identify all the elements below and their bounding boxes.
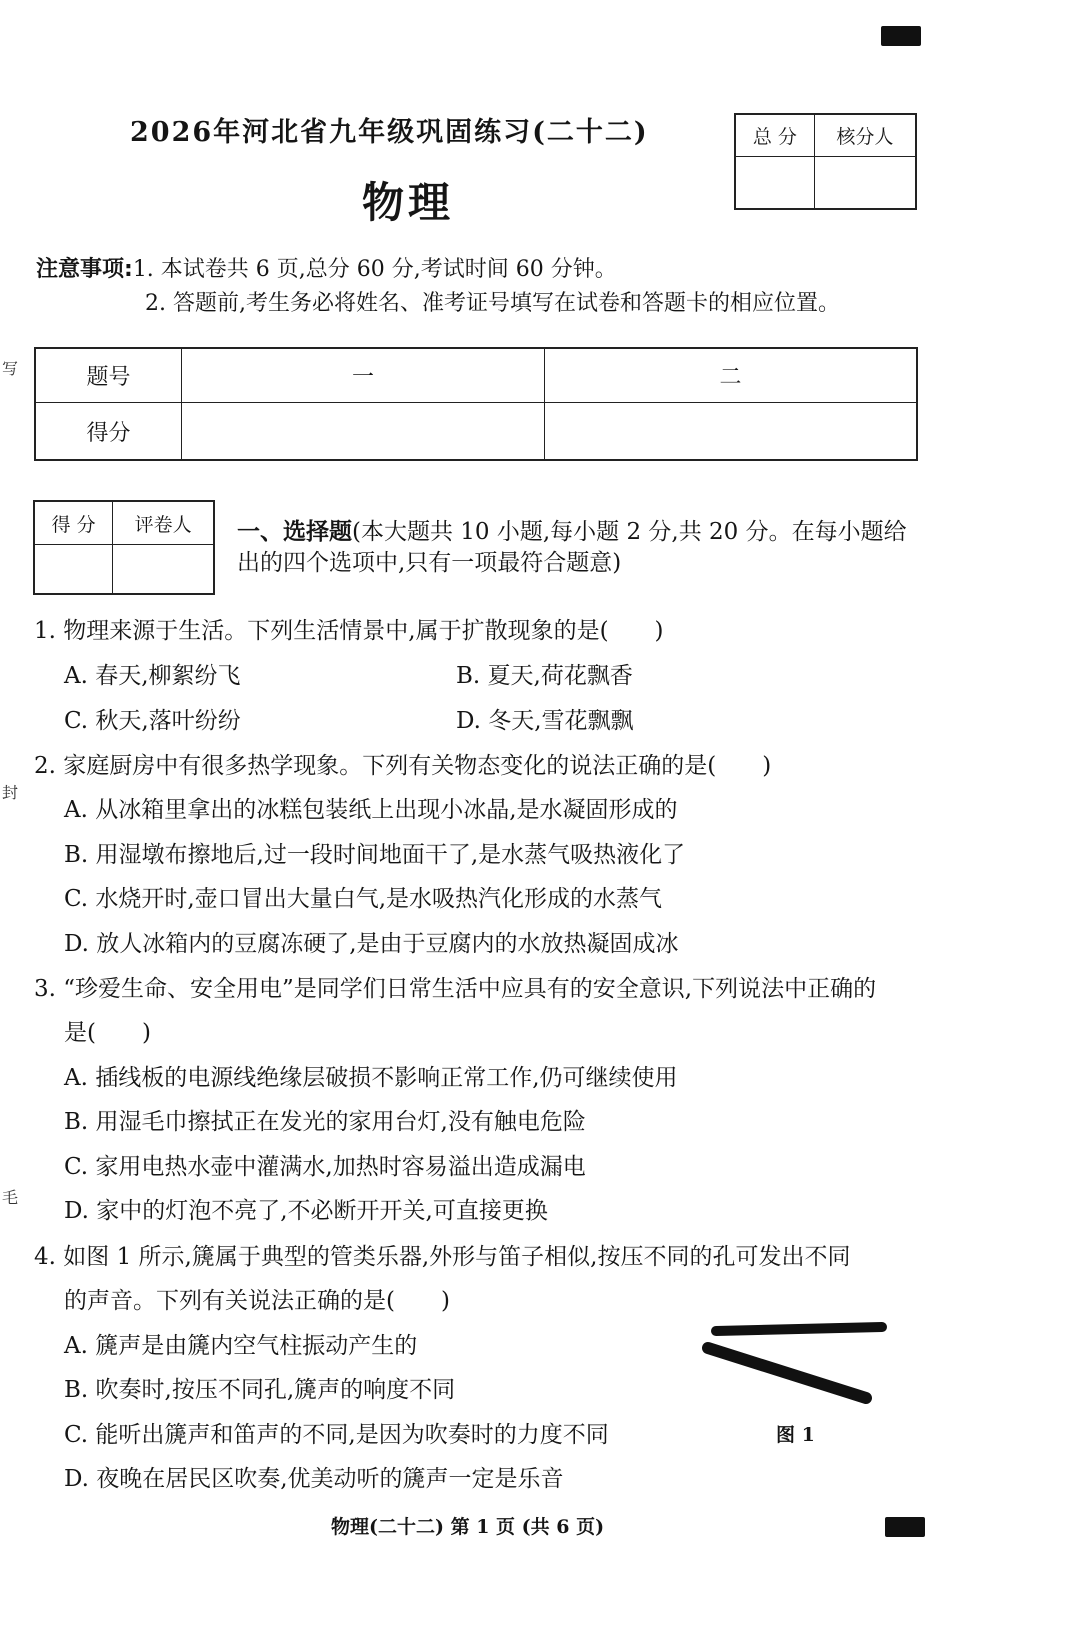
q3-option-a[interactable]: A. 插线板的电源线绝缘层破损不影响正常工作,仍可继续使用 [64, 1065, 678, 1091]
q3-stem-2: 是( ) [64, 1020, 151, 1046]
section-one-desc-1: (本大题共 10 小题,每小题 2 分,共 20 分。在每小题给 [352, 519, 907, 545]
note-item-1: 1. 本试卷共 6 页,总分 60 分,考试时间 60 分钟。 [132, 257, 617, 282]
section-one-desc-2: 出的四个选项中,只有一项最符合题意) [237, 550, 622, 576]
notes-label: 注意事项: [36, 257, 133, 282]
q2-option-d[interactable]: D. 放人冰箱内的豆腐冻硬了,是由于豆腐内的水放热凝固成冰 [64, 931, 679, 957]
q4-option-b[interactable]: B. 吹奏时,按压不同孔,篪声的响度不同 [64, 1377, 456, 1403]
section-two-label: 二 [545, 349, 917, 403]
grader-name-cell[interactable] [113, 545, 214, 594]
q1-option-b[interactable]: B. 夏天,荷花飘香 [456, 663, 633, 689]
registration-mark-top [881, 26, 921, 46]
question-score-table [34, 347, 918, 461]
q3-option-d[interactable]: D. 家中的灯泡不亮了,不必断开开关,可直接更换 [64, 1198, 548, 1224]
total-score-box [734, 113, 917, 210]
checker-cell[interactable] [814, 157, 915, 209]
figure-1-chi-flute [700, 1318, 890, 1410]
section-one-title: 一、选择题 [237, 519, 352, 545]
q3-option-b[interactable]: B. 用湿毛巾擦拭正在发光的家用台灯,没有触电危险 [64, 1109, 586, 1135]
figure-1-label: 图 1 [776, 1424, 815, 1446]
score-row-label: 得分 [36, 403, 182, 460]
q2-option-c[interactable]: C. 水烧开时,壶口冒出大量白气,是水吸热汽化形成的水蒸气 [64, 886, 663, 912]
exam-title: 2026年河北省九年级巩固练习(二十二) [130, 117, 649, 148]
q2-stem: 2. 家庭厨房中有很多热学现象。下列有关物态变化的说法正确的是( ) [34, 753, 772, 779]
grader-score-cell[interactable] [35, 545, 113, 594]
q1-option-a[interactable]: A. 春天,柳絮纷飞 [64, 663, 241, 689]
section-grader-box [33, 500, 215, 595]
grader-score-header: 得 分 [35, 502, 113, 545]
section-one-score-cell[interactable] [182, 403, 545, 460]
margin-mark-1: 写 [2, 359, 19, 378]
grader-name-header: 评卷人 [113, 502, 214, 545]
checker-header: 核分人 [814, 115, 915, 157]
flute-bar-1 [716, 1327, 882, 1331]
total-score-header: 总 分 [736, 115, 815, 157]
margin-mark-3: 毛 [2, 1188, 19, 1207]
notes [36, 252, 617, 283]
q3-option-c[interactable]: C. 家用电热水壶中灌满水,加热时容易溢出造成漏电 [64, 1154, 586, 1180]
note-item-2: 2. 答题前,考生务必将姓名、准考证号填写在试卷和答题卡的相应位置。 [145, 291, 840, 316]
q3-stem-1: 3. “珍爱生命、安全用电”是同学们日常生活中应具有的安全意识,下列说法中正确的 [34, 976, 877, 1002]
question-number-label: 题号 [36, 349, 182, 403]
q1-option-c[interactable]: C. 秋天,落叶纷纷 [64, 708, 241, 734]
q2-option-a[interactable]: A. 从冰箱里拿出的冰糕包装纸上出现小冰晶,是水凝固形成的 [64, 797, 678, 823]
q1-stem: 1. 物理来源于生活。下列生活情景中,属于扩散现象的是( ) [34, 618, 664, 644]
q4-option-d[interactable]: D. 夜晚在居民区吹奏,优美动听的篪声一定是乐音 [64, 1466, 564, 1492]
q1-option-d[interactable]: D. 冬天,雪花飘飘 [456, 708, 634, 734]
section-two-score-cell[interactable] [545, 403, 917, 460]
q4-option-a[interactable]: A. 篪声是由篪内空气柱振动产生的 [64, 1333, 418, 1359]
q2-option-b[interactable]: B. 用湿墩布擦地后,过一段时间地面干了,是水蒸气吸热液化了 [64, 842, 686, 868]
q4-stem-2: 的声音。下列有关说法正确的是( ) [64, 1288, 450, 1314]
section-one-heading [237, 517, 962, 579]
q4-option-c[interactable]: C. 能听出篪声和笛声的不同,是因为吹奏时的力度不同 [64, 1422, 609, 1448]
total-score-cell[interactable] [736, 157, 815, 209]
flute-bar-2 [708, 1348, 866, 1398]
subject-title: 物理 [362, 178, 455, 227]
registration-mark-bottom [885, 1517, 925, 1537]
page-footer: 物理(二十二) 第 1 页 (共 6 页) [331, 1516, 605, 1538]
q4-stem-1: 4. 如图 1 所示,篪属于典型的管类乐器,外形与笛子相似,按压不同的孔可发出不同 [34, 1244, 851, 1270]
margin-mark-2: 封 [2, 783, 19, 802]
section-one-label: 一 [182, 349, 545, 403]
